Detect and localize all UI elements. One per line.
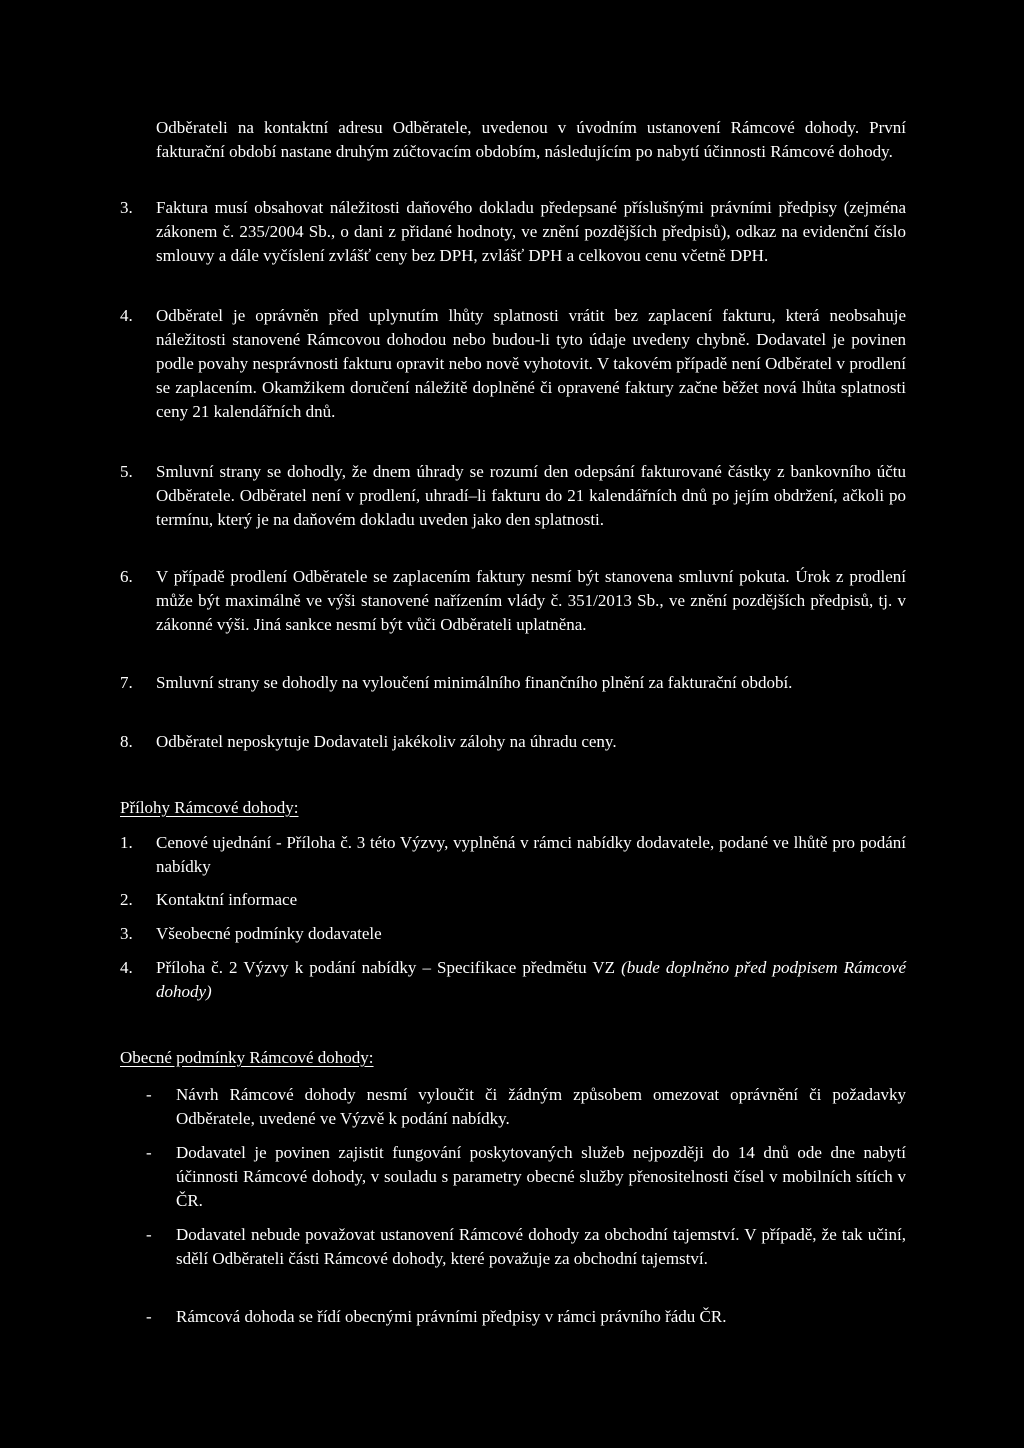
dash-marker: - bbox=[146, 1307, 152, 1326]
attachment-3 bbox=[120, 922, 906, 946]
general-heading-text: Obecné podmínky Rámcové dohody: bbox=[120, 1048, 374, 1067]
general-condition-4 bbox=[120, 1305, 906, 1329]
continuation-text: Odběrateli na kontaktní adresu Odběratele, uvedenou v úvodním ustanovení Rámcové dohody. První fakturační období nastane druhým zúčtovacím obdobím, následujícím po nabytí účinnosti Rámcové dohody. bbox=[156, 118, 906, 161]
attachment-text: Všeobecné podmínky dodavatele bbox=[156, 924, 382, 943]
attachment-number: 3. bbox=[120, 924, 133, 943]
clause-text: Odběratel je oprávněn před uplynutím lhůty splatnosti vrátit bez zaplacení fakturu, která neobsahuje náležitosti stanovené Rámcovou dohodou nebo budou-li tyto údaje uvedeny chybně. Dodavatel je povinen podle povahy nesprávnosti fakturu opravit nebo nově vyhotovit. V takovém případě není Odběratel v prodlení se zaplacením. Okamžikem doručení náležitě doplněné či opravené faktury začne běžet nová lhůta splatnosti ceny 21 kalendářních dnů. bbox=[156, 306, 906, 421]
attachment-number: 1. bbox=[120, 833, 133, 852]
general-condition-3 bbox=[120, 1223, 906, 1271]
clause-5 bbox=[120, 460, 906, 532]
clause-3 bbox=[120, 196, 906, 268]
clause-text: Smluvní strany se dohodly, že dnem úhrady se rozumí den odepsání fakturované částky z bankovního účtu Odběratele. Odběratel není v prodlení, uhradí–li fakturu do 21 kalendářních dnů po jejím obdržení, ačkoli po termínu, který je na daňovém dokladu uveden jako den splatnosti. bbox=[156, 462, 906, 529]
attachments-heading-text: Přílohy Rámcové dohody: bbox=[120, 798, 299, 817]
general-heading bbox=[120, 1046, 906, 1070]
clause-text: Faktura musí obsahovat náležitosti daňového dokladu předepsané příslušnými právními předpisy (zejména zákonem č. 235/2004 Sb., o dani z přidané hodnoty, ve znění pozdějších předpisů), odkaz na evidenční číslo smlouvy a dále vyčíslení zvlášť ceny bez DPH, zvlášť DPH a celkovou cenu včetně DPH. bbox=[156, 198, 906, 265]
condition-text: Rámcová dohoda se řídí obecnými právními předpisy v rámci právního řádu ČR. bbox=[176, 1307, 727, 1326]
clause-4 bbox=[120, 304, 906, 424]
attachment-text: Kontaktní informace bbox=[156, 890, 298, 909]
clause-6 bbox=[120, 565, 906, 637]
clause-text: V případě prodlení Odběratele se zaplacením faktury nesmí být stanovena smluvní pokuta. Úrok z prodlení může být maximálně ve výši stanovené nařízením vlády č. 351/2013 Sb., ve znění pozdějších předpisů, tj. v zákonné výši. Jiná sankce nesmí být vůči Odběrateli uplatněna. bbox=[156, 567, 906, 634]
condition-text: Dodavatel nebude považovat ustanovení Rámcové dohody za obchodní tajemství. V případě, že tak učiní, sdělí Odběrateli části Rámcové dohody, které považuje za obchodní tajemství. bbox=[176, 1225, 906, 1268]
clause-number: 4. bbox=[120, 306, 133, 325]
clause-text: Odběratel neposkytuje Dodavateli jakékoliv zálohy na úhradu ceny. bbox=[156, 732, 617, 751]
clause-8 bbox=[120, 730, 906, 754]
attachment-note: (bude doplněno před podpisem Rámcové dohody) bbox=[156, 958, 906, 1001]
dash-marker: - bbox=[146, 1085, 152, 1104]
clause-number: 8. bbox=[120, 732, 133, 751]
clause-number: 3. bbox=[120, 198, 133, 217]
continuation-paragraph bbox=[156, 116, 906, 164]
clause-number: 6. bbox=[120, 567, 133, 586]
clause-number: 5. bbox=[120, 462, 133, 481]
general-condition-1 bbox=[120, 1083, 906, 1131]
condition-text: Dodavatel je povinen zajistit fungování poskytovaných služeb nejpozději do 14 dnů ode dne nabytí účinnosti Rámcové dohody, v souladu s parametry obecné služby přenositelnosti čísel v mobilních sítích v ČR. bbox=[176, 1143, 906, 1210]
attachment-number: 4. bbox=[120, 958, 133, 977]
dash-marker: - bbox=[146, 1143, 152, 1162]
attachment-text: Příloha č. 2 Výzvy k podání nabídky – Specifikace předmětu VZ bbox=[156, 958, 616, 977]
attachments-heading bbox=[120, 796, 906, 820]
attachment-1 bbox=[120, 831, 906, 879]
condition-text: Návrh Rámcové dohody nesmí vyloučit či žádným způsobem omezovat oprávnění či požadavky Odběratele, uvedené ve Výzvě k podání nabídky. bbox=[176, 1085, 906, 1128]
attachment-2 bbox=[120, 888, 906, 912]
clause-text: Smluvní strany se dohodly na vyloučení minimálního finančního plnění za fakturační období. bbox=[156, 673, 793, 692]
general-condition-2 bbox=[120, 1141, 906, 1213]
attachment-number: 2. bbox=[120, 890, 133, 909]
attachment-text: Cenové ujednání - Příloha č. 3 této Výzvy, vyplněná v rámci nabídky dodavatele, podané ve lhůtě pro podání nabídky bbox=[156, 833, 906, 876]
attachment-4 bbox=[120, 956, 906, 1004]
clause-7 bbox=[120, 671, 906, 695]
clause-number: 7. bbox=[120, 673, 133, 692]
dash-marker: - bbox=[146, 1225, 152, 1244]
